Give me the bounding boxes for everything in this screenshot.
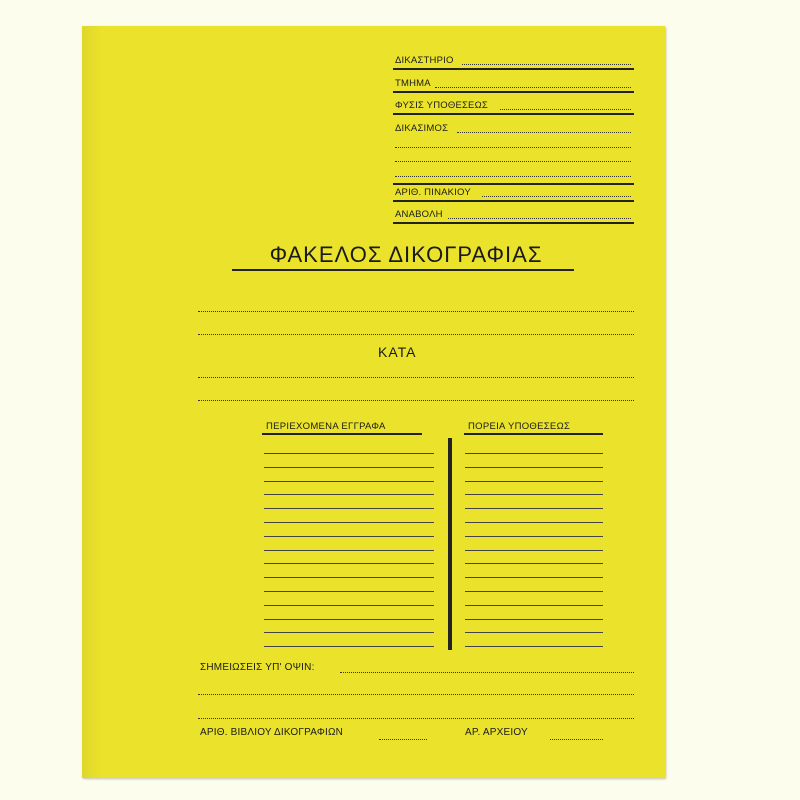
against-label: ΚΑΤΑ xyxy=(378,344,417,360)
progress-line xyxy=(465,467,603,468)
progress-line xyxy=(465,591,603,592)
docket-number-rule xyxy=(393,200,634,202)
contents-line xyxy=(264,522,434,523)
progress-column-title: ΠΟΡΕΙΑ ΥΠΟΘΕΣΕΩΣ xyxy=(468,421,571,432)
contents-column-title: ΠΕΡΙΕΧΟΜΕΝΑ ΕΓΓΡΑΦΑ xyxy=(266,421,386,432)
notes-label: ΣΗΜΕΙΩΣΕΙΣ ΥΠ' ΟΨΙΝ: xyxy=(200,662,315,673)
contents-line xyxy=(264,481,434,482)
progress-line xyxy=(465,536,603,537)
progress-line xyxy=(465,605,603,606)
hearing-date-dotfill xyxy=(457,132,631,133)
contents-line xyxy=(264,577,434,578)
progress-line xyxy=(465,508,603,509)
contents-line xyxy=(264,550,434,551)
folder-edge-shadow xyxy=(82,26,104,778)
archive-book-label: ΑΡΙΘ. ΒΙΒΛΙΟΥ ΔΙΚΟΓΡΑΦΙΩΝ xyxy=(200,727,344,738)
docket-number-dotfill xyxy=(482,196,631,197)
progress-line xyxy=(465,494,603,495)
section-dotfill xyxy=(435,87,631,88)
contents-line xyxy=(264,563,434,564)
progress-line xyxy=(465,550,603,551)
case-nature-dotfill xyxy=(500,109,631,110)
docket-number-label: ΑΡΙΘ. ΠΙΝΑΚΙΟΥ xyxy=(395,187,471,198)
blank-dotfill-3 xyxy=(395,176,631,177)
archive-number-dotfill xyxy=(550,739,603,740)
contents-line xyxy=(264,605,434,606)
contents-line xyxy=(264,508,434,509)
archive-book-dotfill xyxy=(379,739,427,740)
court-dotfill xyxy=(462,64,631,65)
contents-line xyxy=(264,494,434,495)
progress-line xyxy=(465,577,603,578)
contents-title-rule xyxy=(262,433,422,435)
party-line-3 xyxy=(198,377,634,378)
contents-line xyxy=(264,453,434,454)
notes-dotfill-1 xyxy=(340,672,634,673)
progress-line xyxy=(465,453,603,454)
party-line-4 xyxy=(198,400,634,401)
progress-line xyxy=(465,632,603,633)
hearing-date-label: ΔΙΚΑΣΙΜΟΣ xyxy=(395,123,449,134)
progress-line xyxy=(465,563,603,564)
party-line-1 xyxy=(198,311,634,312)
contents-line xyxy=(264,632,434,633)
court-label: ΔΙΚΑΣΤΗΡΙΟ xyxy=(395,55,454,66)
court-rule xyxy=(393,68,634,70)
column-divider xyxy=(448,438,452,650)
notes-dotfill-2 xyxy=(198,694,634,695)
party-line-2 xyxy=(198,334,634,335)
archive-number-label: ΑΡ. ΑΡΧΕΙΟΥ xyxy=(465,727,528,738)
section-rule xyxy=(393,91,634,93)
case-nature-rule xyxy=(393,113,634,115)
blank-rule xyxy=(393,183,634,185)
notes-dotfill-3 xyxy=(198,718,634,719)
contents-line xyxy=(264,591,434,592)
case-folder xyxy=(82,26,665,778)
progress-line xyxy=(465,619,603,620)
progress-line xyxy=(465,481,603,482)
progress-line xyxy=(465,522,603,523)
progress-line xyxy=(465,646,603,647)
progress-title-rule xyxy=(464,433,603,435)
contents-line xyxy=(264,467,434,468)
postponement-rule xyxy=(393,222,634,224)
blank-dotfill-2 xyxy=(395,161,631,162)
case-nature-label: ΦΥΣΙΣ ΥΠΟΘΕΣΕΩΣ xyxy=(395,100,488,111)
postponement-label: ΑΝΑΒΟΛΗ xyxy=(395,209,443,220)
postponement-dotfill xyxy=(448,218,631,219)
contents-line xyxy=(264,536,434,537)
folder-title: ΦΑΚΕΛΟΣ ΔΙΚΟΓΡΑΦΙΑΣ xyxy=(269,242,543,267)
contents-line xyxy=(264,646,434,647)
contents-line xyxy=(264,619,434,620)
section-label: ΤΜΗΜΑ xyxy=(395,78,431,89)
title-underline xyxy=(232,269,574,271)
blank-dotfill-1 xyxy=(395,147,631,148)
